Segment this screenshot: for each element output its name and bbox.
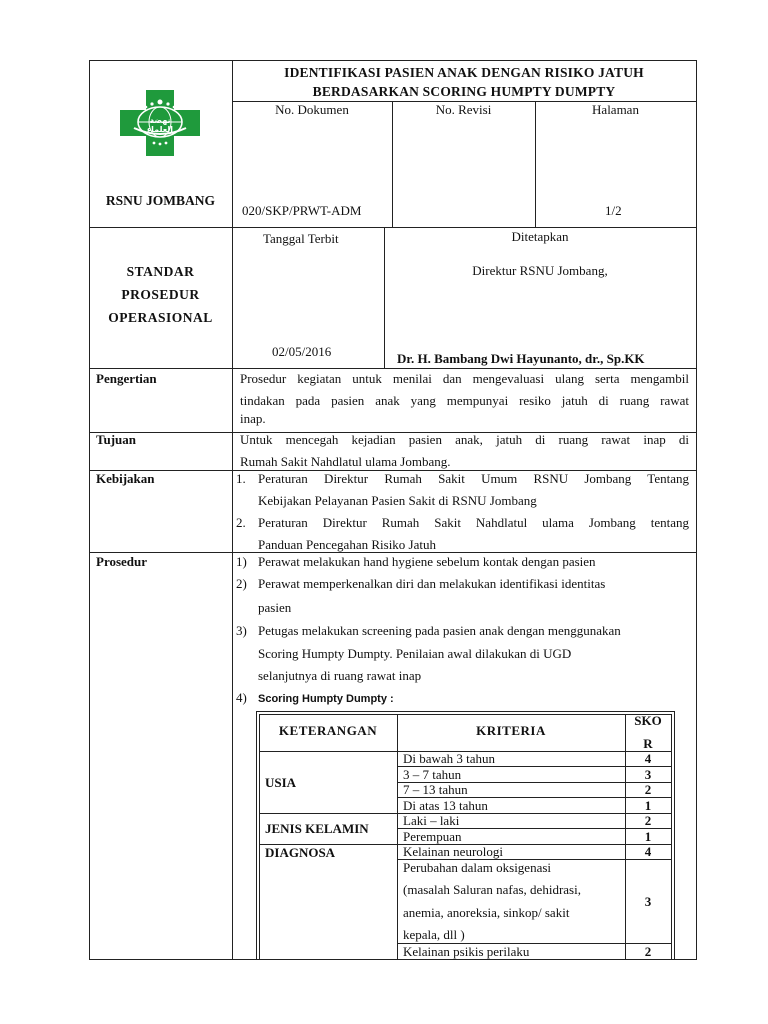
tanggal-terbit-value: 02/05/2016	[272, 344, 332, 359]
header-skor-2: R	[643, 736, 653, 751]
pengertian-text	[240, 368, 689, 426]
signer-name: Dr. H. Bambang Dwi Hayunanto, dr., Sp.KK	[397, 351, 645, 366]
kebijakan-num: 1.	[236, 471, 246, 486]
doc-title-line2: BERDASARKAN SCORING HUMPTY DUMPTY	[312, 84, 616, 99]
kriteria-cell: 3 – 7 tahun	[403, 767, 462, 782]
ditetapkan-label: Ditetapkan	[511, 229, 569, 244]
spo-line1: STANDAR	[126, 264, 195, 279]
kriteria-cell: Perempuan	[403, 829, 462, 844]
pengertian-line: tindakan pada pasien anak yang mempunyai resiko jatuh di ruang rawat	[240, 393, 689, 408]
spo-line2: PROSEDUR	[121, 287, 200, 302]
pengertian-label: Pengertian	[96, 371, 157, 386]
kebijakan-line: Peraturan Direktur Rumah Sakit Nahdlatul ulama Jombang tentang	[258, 515, 689, 530]
prosedur-line: Perawat memperkenalkan diri dan melakukan identifikasi identitas	[258, 576, 606, 591]
tujuan-label: Tujuan	[96, 432, 136, 447]
skor-cell: 2	[644, 813, 652, 828]
skor-cell: 1	[644, 798, 652, 813]
prosedur-line: selanjutnya di ruang rawat inap	[258, 668, 422, 683]
kriteria-cell: anemia, anoreksia, sinkop/ sakit	[403, 905, 570, 920]
kebijakan-line: Panduan Pencegahan Risiko Jatuh	[258, 537, 436, 552]
no-revisi-label: No. Revisi	[435, 102, 492, 117]
tujuan-line: Rumah Sakit Nahdlatul ulama Jombang.	[240, 454, 451, 469]
spo-line3: OPERASIONAL	[108, 310, 213, 325]
kriteria-cell: Di atas 13 tahun	[403, 798, 488, 813]
prosedur-line: Perawat melakukan hand hygiene sebelum kontak dengan pasien	[258, 554, 596, 569]
prosedur-num: 4)	[236, 690, 247, 705]
kebijakan-num: 2.	[236, 515, 246, 530]
logo-text: نهضة العلماء	[147, 116, 173, 134]
label-jenis-kelamin: JENIS KELAMIN	[265, 821, 369, 836]
pengertian-line: Prosedur kegiatan untuk menilai dan mengevaluasi ulang serta mengambil	[240, 371, 689, 386]
kriteria-cell: Di bawah 3 tahun	[403, 751, 496, 766]
skor-cell: 2	[644, 944, 652, 959]
direktur-label: Direktur RSNU Jombang,	[472, 263, 608, 278]
kebijakan-label: Kebijakan	[96, 471, 155, 486]
prosedur-line: Scoring Humpty Dumpty. Penilaian awal dilakukan di UGD	[258, 646, 572, 661]
tujuan-text	[240, 429, 689, 473]
tanggal-terbit-label: Tanggal Terbit	[263, 231, 339, 246]
label-usia: USIA	[265, 775, 297, 790]
prosedur-num: 2)	[236, 576, 247, 591]
kebijakan-item	[258, 468, 689, 512]
halaman-label: Halaman	[592, 102, 639, 117]
kebijakan-line: Kebijakan Pelayanan Pasien Sakit di RSNU Jombang	[258, 493, 537, 508]
skor-cell: 1	[644, 829, 652, 844]
prosedur-line: pasien	[258, 600, 292, 615]
no-dokumen-label: No. Dokumen	[275, 102, 349, 117]
pengertian-line: inap.	[240, 411, 266, 426]
skor-cell: 3	[644, 894, 652, 909]
skor-cell: 3	[644, 767, 652, 782]
label-diagnosa: DIAGNOSA	[265, 845, 336, 860]
kriteria-cell: Perubahan dalam oksigenasi	[403, 860, 552, 875]
prosedur-line: Petugas melakukan screening pada pasien anak dengan menggunakan	[258, 623, 621, 638]
header-kriteria: KRITERIA	[476, 723, 546, 738]
header-keterangan: KETERANGAN	[278, 723, 378, 738]
kebijakan-line: Peraturan Direktur Rumah Sakit Umum RSNU Jombang Tentang	[258, 471, 689, 486]
header-skor-1: SKO	[634, 713, 662, 728]
prosedur-num: 3)	[236, 623, 247, 638]
hospital-name: RSNU JOMBANG	[105, 193, 216, 208]
rsnu-logo	[118, 88, 202, 158]
kebijakan-item	[258, 512, 689, 556]
kriteria-cell: Laki – laki	[403, 813, 460, 828]
skor-cell: 4	[644, 844, 652, 859]
kriteria-cell: Kelainan neurologi	[403, 844, 503, 859]
kriteria-cell: Kelainan psikis perilaku	[403, 944, 530, 959]
skor-cell: 2	[644, 782, 652, 797]
no-dokumen-value: 020/SKP/PRWT-ADM	[242, 203, 362, 218]
prosedur-num: 1)	[236, 554, 247, 569]
prosedur-label: Prosedur	[96, 554, 148, 569]
skor-cell: 4	[644, 751, 652, 766]
halaman-value: 1/2	[605, 203, 622, 218]
kriteria-cell: (masalah Saluran nafas, dehidrasi,	[403, 882, 581, 897]
tujuan-line: Untuk mencegah kejadian pasien anak, jatuh di ruang rawat inap di	[240, 432, 689, 447]
doc-title-line1: IDENTIFIKASI PASIEN ANAK DENGAN RISIKO JATUH	[284, 65, 644, 80]
kriteria-cell: kepala, dll )	[403, 927, 465, 942]
prosedur-line: Scoring Humpty Dumpty :	[258, 693, 394, 705]
kriteria-cell: 7 – 13 tahun	[403, 782, 468, 797]
